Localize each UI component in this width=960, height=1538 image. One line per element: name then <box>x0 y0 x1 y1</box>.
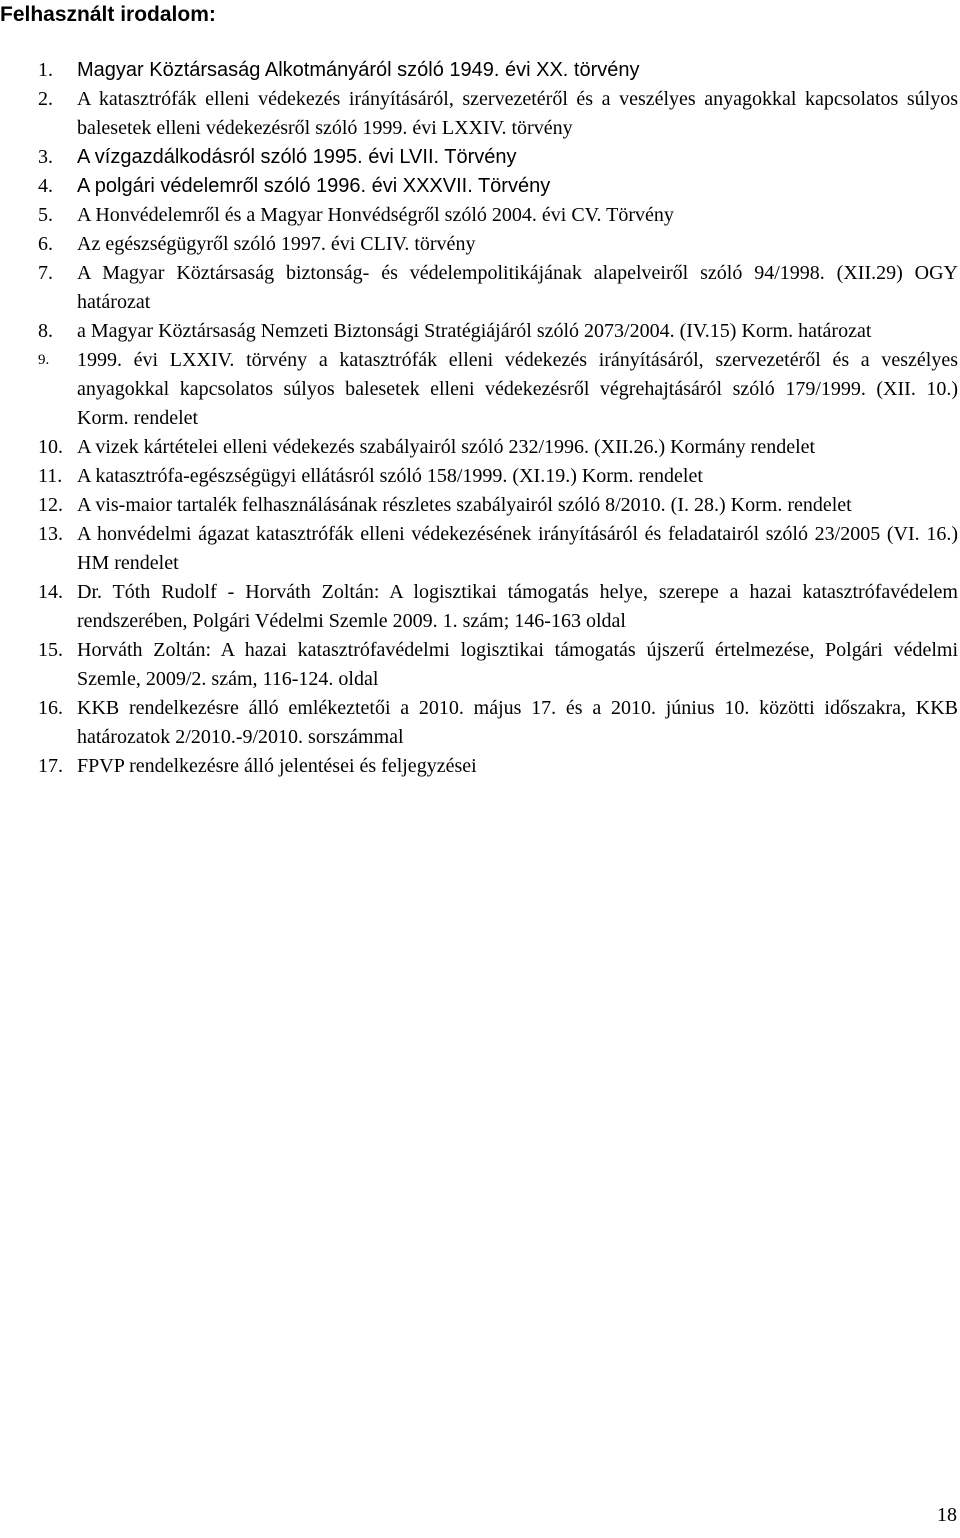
reference-item <box>38 462 958 491</box>
reference-item <box>38 230 958 259</box>
reference-number: 11. <box>38 465 63 487</box>
reference-item <box>38 56 958 85</box>
page-title: Felhasznált irodalom: <box>0 3 216 26</box>
reference-number: 8. <box>38 320 53 342</box>
reference-text: A honvédelmi ágazat katasztrófák elleni védekezésének irányításáról és feladatairól szóló 23/2005 (VI. 16.) HM rendelet <box>77 523 958 574</box>
reference-text: A katasztrófák elleni védekezés irányításáról, szervezetéről és a veszélyes anyagokkal kapcsolatos súlyos balesetek elleni védekezésről szóló 1999. évi LXXIV. törvény <box>77 88 958 139</box>
reference-text: A Honvédelemről és a Magyar Honvédségről szóló 2004. évi CV. Törvény <box>77 204 674 226</box>
reference-text: A vízgazdálkodásról szóló 1995. évi LVII. Törvény <box>77 146 517 168</box>
page-number: 18 <box>937 1504 957 1526</box>
reference-number: 2. <box>38 88 53 110</box>
reference-item <box>38 346 958 433</box>
reference-text: A vis-maior tartalék felhasználásának részletes szabályairól szóló 8/2010. (I. 28.) Korm. rendelet <box>77 494 852 516</box>
reference-number: 4. <box>38 175 53 197</box>
reference-item <box>38 694 958 752</box>
reference-text: Dr. Tóth Rudolf - Horváth Zoltán: A logisztikai támogatás helye, szerepe a hazai katasztrófavédelem rendszerében, Polgári Védelmi Szemle 2009. 1. szám; 146-163 oldal <box>77 581 958 632</box>
reference-item <box>38 143 958 172</box>
reference-number: 9. <box>38 352 50 368</box>
reference-item <box>38 259 958 317</box>
reference-number: 5. <box>38 204 53 226</box>
reference-item <box>38 317 958 346</box>
reference-text: Magyar Köztársaság Alkotmányáról szóló 1949. évi XX. törvény <box>77 59 640 81</box>
reference-number: 7. <box>38 262 53 284</box>
reference-number: 1. <box>38 59 53 81</box>
reference-text: 1999. évi LXXIV. törvény a katasztrófák elleni védekezés irányításáról, szervezetéről és a veszélyes anyagokkal kapcsolatos súlyos balesetek elleni védekezésről végrehajtásáról szóló 179/1999. (XII. 10.) Korm. rendelet <box>77 349 958 429</box>
reference-item <box>38 433 958 462</box>
reference-item <box>38 201 958 230</box>
reference-text: a Magyar Köztársaság Nemzeti Biztonsági Stratégiájáról szóló 2073/2004. (IV.15) Korm. határozat <box>77 320 872 342</box>
reference-text: A polgári védelemről szóló 1996. évi XXXVII. Törvény <box>77 175 551 197</box>
reference-number: 3. <box>38 146 53 168</box>
reference-item <box>38 636 958 694</box>
reference-text: Horváth Zoltán: A hazai katasztrófavédelmi logisztikai támogatás újszerű értelmezése, Polgári védelmi Szemle, 2009/2. szám, 116-124. oldal <box>77 639 958 690</box>
reference-text: A katasztrófa-egészségügyi ellátásról szóló 158/1999. (XI.19.) Korm. rendelet <box>77 465 703 487</box>
reference-number: 16. <box>38 697 63 719</box>
reference-text: A vizek kártételei elleni védekezés szabályairól szóló 232/1996. (XII.26.) Kormány rendelet <box>77 436 816 458</box>
reference-number: 15. <box>38 639 63 661</box>
reference-item <box>38 578 958 636</box>
reference-item <box>38 520 958 578</box>
reference-number: 13. <box>38 523 63 545</box>
reference-item <box>38 491 958 520</box>
reference-number: 14. <box>38 581 63 603</box>
reference-list <box>38 56 958 781</box>
reference-number: 6. <box>38 233 53 255</box>
reference-text: A Magyar Köztársaság biztonság- és védelempolitikájának alapelveiről szóló 94/1998. (XII.29) OGY határozat <box>77 262 958 313</box>
reference-text: KKB rendelkezésre álló emlékeztetői a 2010. május 17. és a 2010. június 10. közötti időszakra, KKB határozatok 2/2010.-9/2010. sorszámmal <box>77 697 958 748</box>
reference-number: 17. <box>38 755 63 777</box>
reference-number: 10. <box>38 436 63 458</box>
reference-item <box>38 752 958 781</box>
reference-text: FPVP rendelkezésre álló jelentései és feljegyzései <box>77 755 477 777</box>
reference-item <box>38 85 958 143</box>
reference-number: 12. <box>38 494 63 516</box>
reference-item <box>38 172 958 201</box>
reference-text: Az egészségügyről szóló 1997. évi CLIV. törvény <box>77 233 476 255</box>
